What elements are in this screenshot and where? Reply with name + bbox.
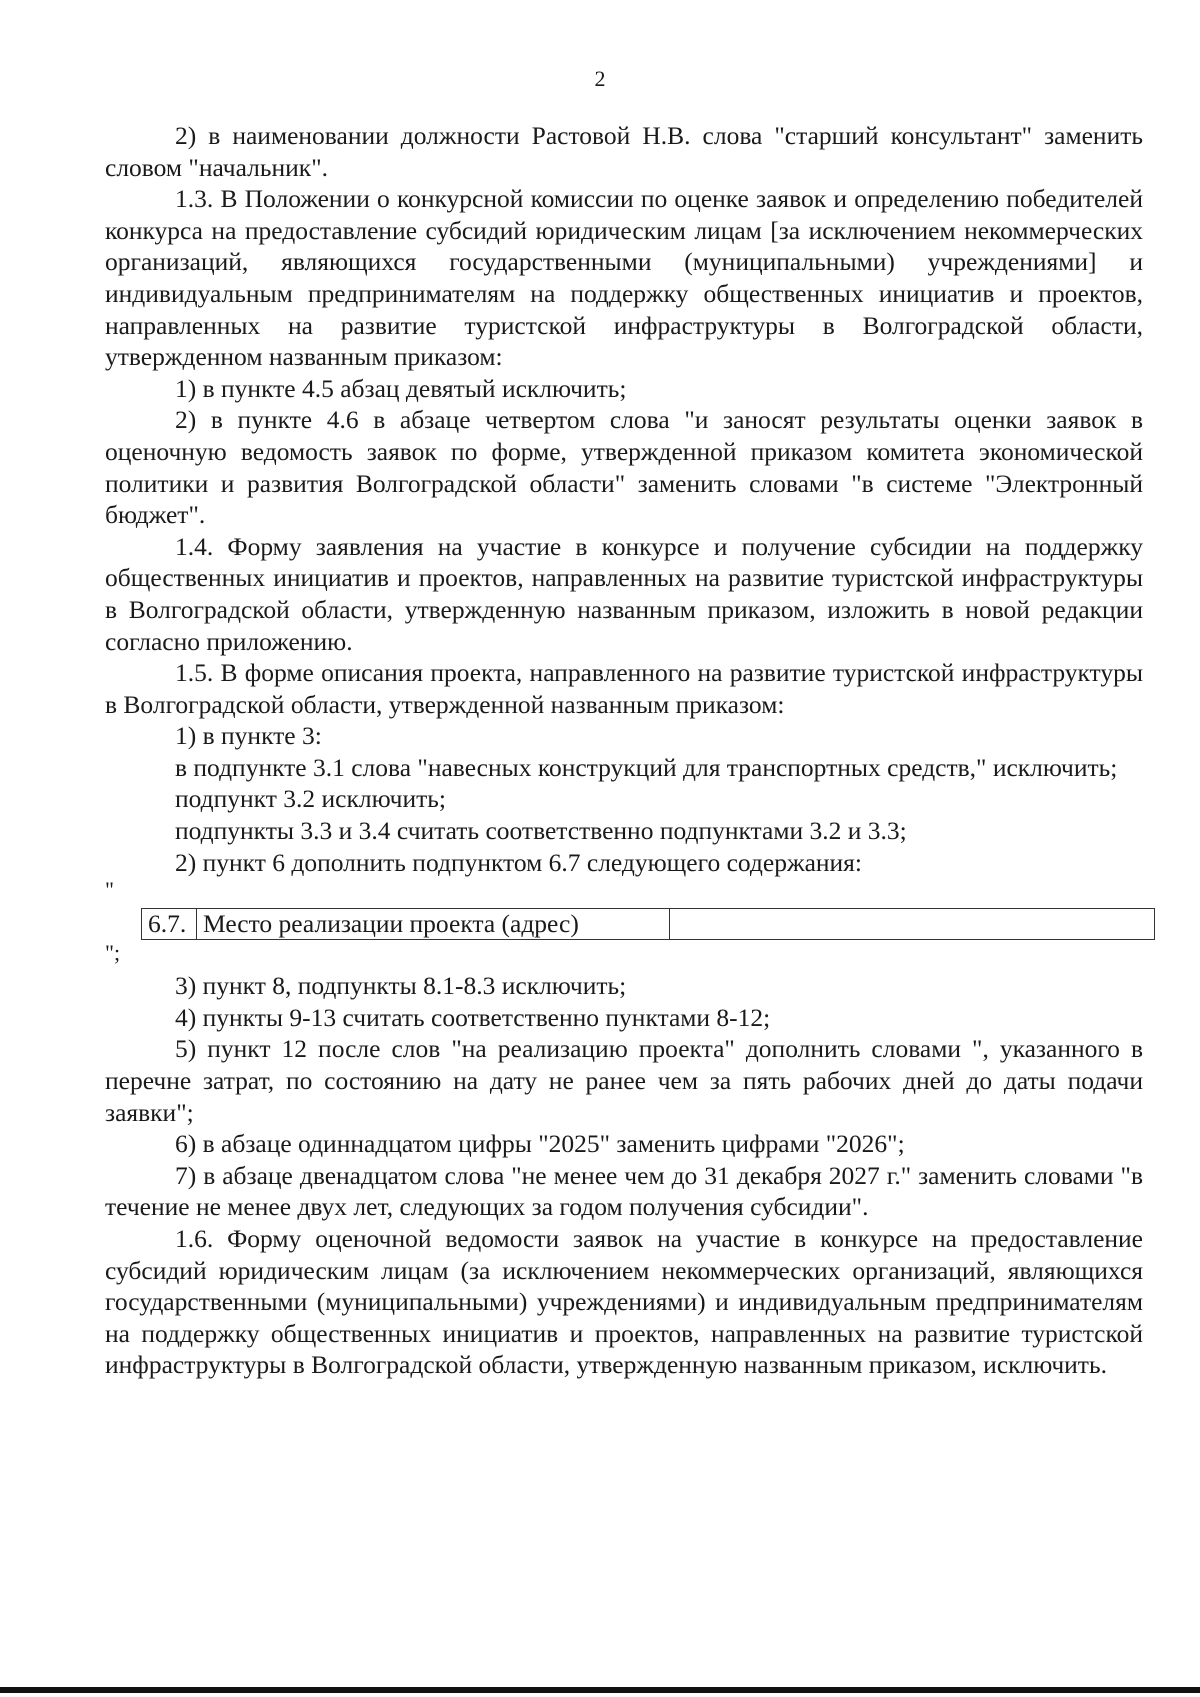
paragraph: 1) в пункте 4.5 абзац девятый исключить; [175, 373, 627, 403]
paragraph: 6) в абзаце одиннадцатом цифры "2025" заменить цифрами "2026"; [175, 1129, 905, 1159]
table-cell-label: Место реализации проекта (адрес) [197, 909, 670, 940]
paragraph: 2) в наименовании должности Растовой Н.В. слова "старший консультант" заменить словом "начальник". [105, 121, 1143, 182]
opening-quote: " [105, 877, 114, 903]
document-body [105, 120, 1143, 1381]
paragraph: подпункт 3.2 исключить; [175, 784, 446, 814]
table-cell-number: 6.7. [142, 909, 197, 940]
paragraph: в подпункте 3.1 слова "навесных конструкций для транспортных средств," исключить; [175, 752, 1118, 782]
table-cell-value [670, 909, 1155, 940]
table-row [142, 909, 1155, 940]
closing-quote: "; [105, 940, 121, 966]
paragraph: 1.6. Форму оценочной ведомости заявок на участие в конкурсе на предоставление субсидий юридическим лицам (за исключением некоммерческих организаций, являющихся государственными (муниципальными) учреждениями) и индивидуальным предпринимателям на поддержку общественных инициатив и проектов, направленных на развитие туристской инфраструктуры в Волгоградской области, утвержденную названным приказом, исключить. [105, 1224, 1143, 1380]
paragraph: 2) пункт 6 дополнить подпунктом 6.7 следующего содержания: [175, 847, 862, 877]
page-number: 2 [594, 66, 606, 91]
paragraph: 1.4. Форму заявления на участие в конкурсе и получение субсидии на поддержку общественных инициатив и проектов, направленных на развитие туристской инфраструктуры в Волгоградской области, утвержденную названным приказом, изложить в новой редакции согласно приложению. [105, 531, 1143, 656]
paragraph: подпункты 3.3 и 3.4 считать соответственно подпунктами 3.2 и 3.3; [175, 816, 907, 846]
paragraph: 7) в абзаце двенадцатом слова "не менее чем до 31 декабря 2027 г." заменить словами "в течение не менее двух лет, следующих за годом получения субсидии". [105, 1160, 1143, 1222]
paragraph: 5) пункт 12 после слов "на реализацию проекта" дополнить словами ", указанного в перечне затрат, по состоянию на дату не ранее чем за пять рабочих дней до даты подачи заявки"; [105, 1034, 1143, 1127]
paragraph: 2) в пункте 4.6 в абзаце четвертом слова "и заносят результаты оценки заявок в оценочную ведомость заявок по форме, утвержденной приказом комитета экономической политики и развития Волгоградской области" заменить словами "в системе "Электронный бюджет". [105, 405, 1143, 530]
inserted-table [141, 908, 1155, 940]
paragraph: 3) пункт 8, подпункты 8.1-8.3 исключить; [175, 971, 627, 1001]
paragraph: 4) пункты 9-13 считать соответственно пунктами 8-12; [175, 1002, 771, 1032]
page-bottom-edge [0, 1687, 1200, 1693]
paragraph: 1.3. В Положении о конкурсной комиссии по оценке заявок и определению победителей конкурса на предоставление субсидий юридическим лицам [за исключением некоммерческих организаций, являющихся государственными (муниципальными) учреждениями] и индивидуальным предпринимателям на поддержку общественных инициатив и проектов, направленных на развитие туристской инфраструктуры в Волгоградской области, утвержденном названным приказом: [105, 184, 1143, 372]
paragraph: 1.5. В форме описания проекта, направленного на развитие туристской инфраструктуры в Волгоградской области, утвержденной названным приказом: [105, 658, 1143, 719]
paragraph: 1) в пункте 3: [175, 721, 322, 751]
